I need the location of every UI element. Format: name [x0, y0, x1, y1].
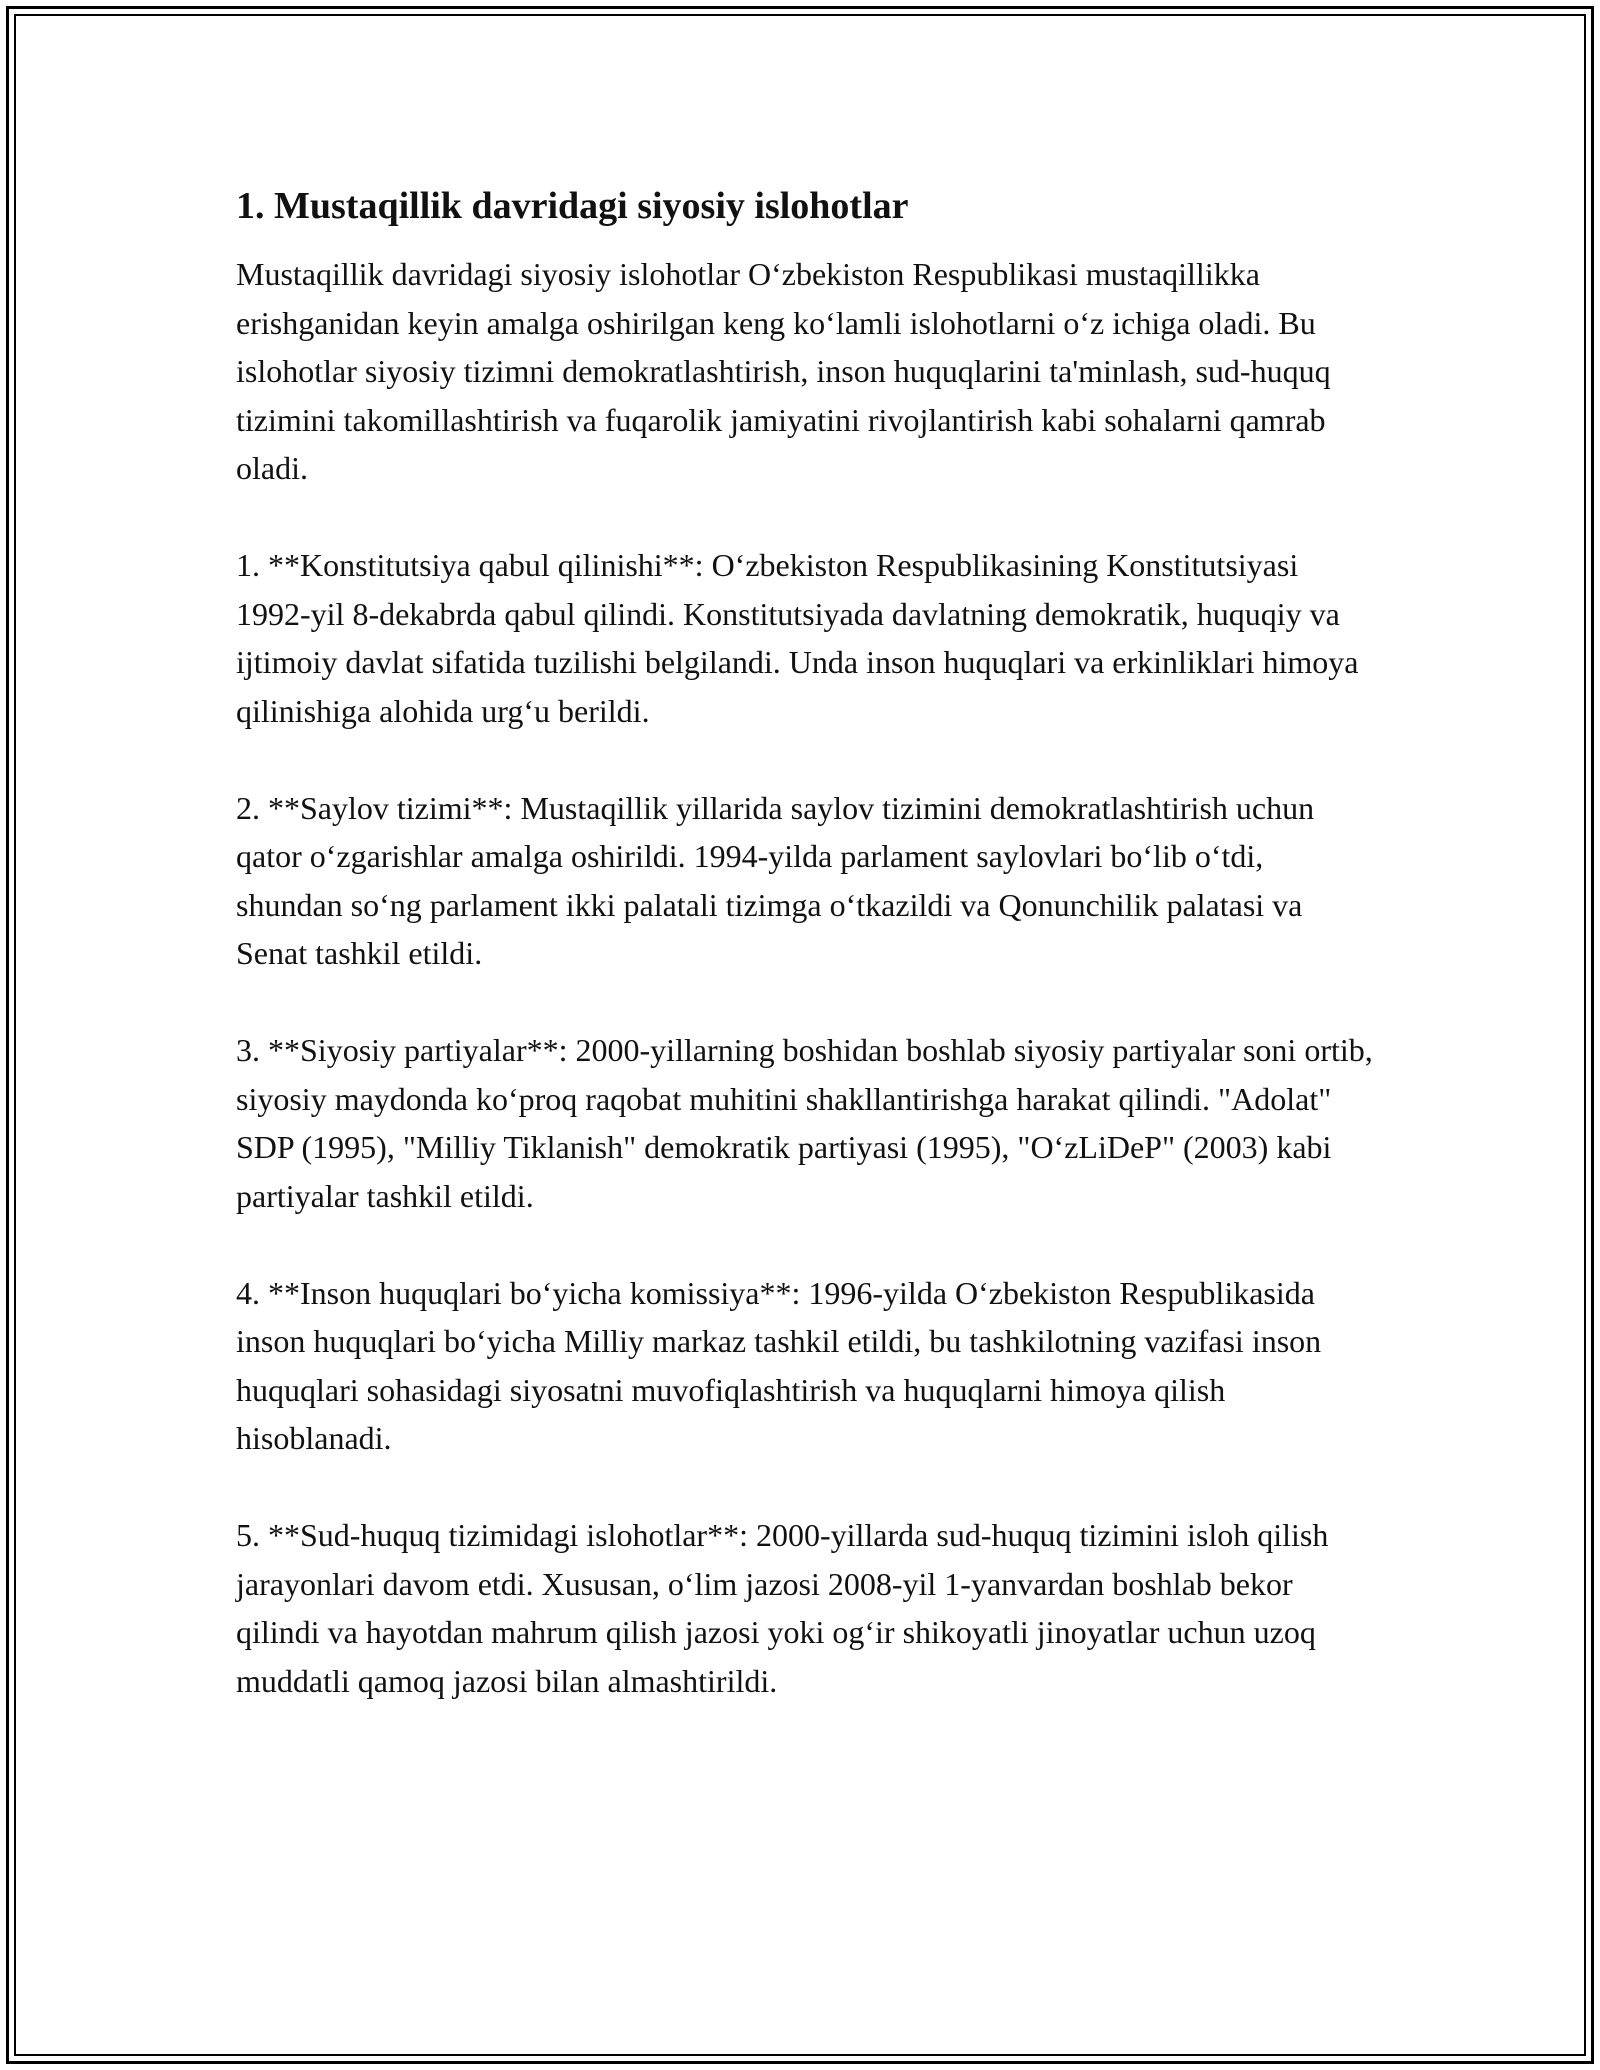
intro-paragraph: Mustaqillik davridagi siyosiy islohotlar O‘zbekiston Respublikasi mustaqillikka erishganidan keyin amalga oshirilgan keng ko‘lamli islohotlarni o‘z ichiga oladi. Bu islohotlar siyosiy tizimni demokratlashtirish, inson huquqlarini ta'minlash, sud-huquq tizimini takomillashtirish va fuqarolik jamiyatini rivojlantirish kabi sohalarni qamrab oladi.: [236, 256, 1331, 486]
list-item-constitution: 1. **Konstitutsiya qabul qilinishi**: O‘zbekiston Respublikasining Konstitutsiyasi 1992-yil 8-dekabrda qabul qilindi. Konstitutsiyada davlatning demokratik, huquqiy va ijtimoiy davlat sifatida tuzilishi belgilandi. Unda inson huquqlari va erkinliklari himoya qilinishiga alohida urg‘u berildi.: [236, 547, 1359, 729]
section-heading: 1. Mustaqillik davridagi siyosiy islohotlar: [236, 185, 909, 227]
list-item-political-parties: 3. **Siyosiy partiyalar**: 2000-yillarning boshidan boshlab siyosiy partiyalar soni ortib, siyosiy maydonda ko‘proq raqobat muhitini shakllantirishga harakat qilindi. "Adolat" SDP (1995), "Milliy Tiklanish" demokratik partiyasi (1995), "O‘zLiDeP" (2003) kabi partiyalar tashkil etildi.: [236, 1032, 1373, 1214]
list-item-human-rights-commission: 4. **Inson huquqlari bo‘yicha komissiya**: 1996-yilda O‘zbekiston Respublikasida inson huquqlari bo‘yicha Milliy markaz tashkil etildi, bu tashkilotning vazifasi inson huquqlari sohasidagi siyosatni muvofiqlashtirish va huquqlarni himoya qilish hisoblanadi.: [236, 1274, 1322, 1456]
list-item-electoral-system: 2. **Saylov tizimi**: Mustaqillik yillarida saylov tizimini demokratlashtirish uchun qator o‘zgarishlar amalga oshirildi. 1994-yilda parlament saylovlari bo‘lib o‘tdi, shundan so‘ng parlament ikki palatali tizimga o‘tkazildi va Qonunchilik palatasi va Senat tashkil etildi.: [236, 789, 1315, 971]
list-item-judicial-reforms: 5. **Sud-huquq tizimidagi islohotlar**: 2000-yillarda sud-huquq tizimini isloh qilish jarayonlari davom etdi. Xususan, o‘lim jazosi 2008-yil 1-yanvardan boshlab bekor qilindi va hayotdan mahrum qilish jazosi yoki og‘ir shikoyatli jinoyatlar uchun uzoq muddatli qamoq jazosi bilan almashtirildi.: [236, 1517, 1329, 1699]
document-body: [236, 182, 1376, 1754]
